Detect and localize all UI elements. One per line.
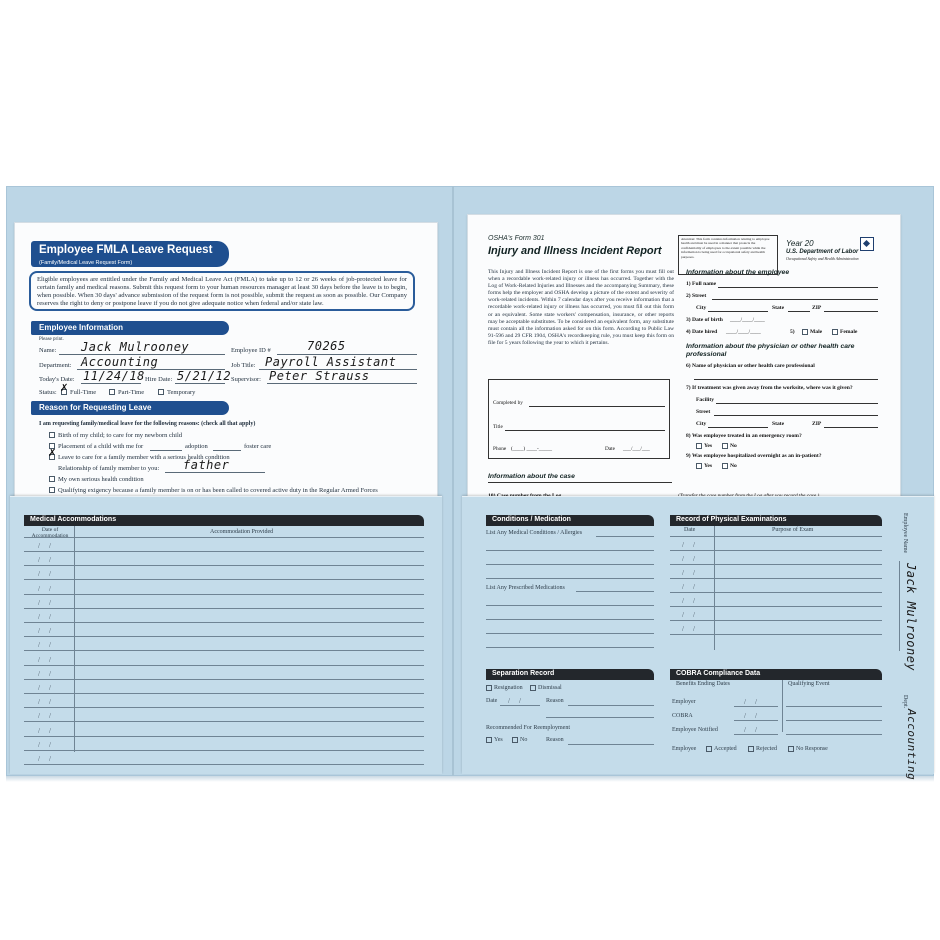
reason-own-checkbox[interactable]: [49, 476, 55, 482]
completed-by-line[interactable]: [529, 406, 665, 407]
exam-row-line[interactable]: [670, 536, 882, 537]
accommodation-date-slashes: //: [38, 570, 60, 579]
relationship-line: [165, 472, 265, 473]
reason-exigency-checkbox[interactable]: [49, 487, 55, 493]
osha-title: Injury and Illness Incident Report: [488, 245, 662, 257]
cobra-col-divider: [782, 680, 783, 732]
medications-line-1[interactable]: [576, 591, 654, 592]
accommodation-date-slashes: //: [38, 584, 60, 593]
accommodation-row-line[interactable]: [24, 750, 424, 751]
street2-line[interactable]: [714, 415, 878, 416]
q8-emergency-room: 8) Was employee treated in an emergency room?: [686, 433, 802, 439]
fmla-intro: Eligible employees are entitled under the Family and Medical Leave Act (FMLA) to take up to 12 or 26 weeks of job-protected leave for certain family and medical reasons. Submit this request form to your human resources manager at least 30 days before the leave is to begin, when possible. When 30 days' advance submission of the request form is not possible, submit the request as soon as possible. Our Company reserves the right to deny or postpone leave if you do not give adequate notice when federal and/or state law.: [29, 271, 415, 311]
reemploy-reason-line[interactable]: [568, 744, 654, 745]
q9-no-checkbox[interactable]: [722, 463, 728, 469]
separation-date-label: Date: [486, 698, 498, 704]
exam-row-line[interactable]: [670, 620, 882, 621]
accommodation-row-line[interactable]: [24, 551, 424, 552]
exam-row-line[interactable]: [670, 634, 882, 635]
cobra-cobra-label: COBRA: [672, 713, 693, 719]
part-time-label: Part-Time: [118, 389, 145, 396]
accommodation-date-slashes: //: [38, 726, 60, 735]
spine-dept-label: Dept.: [902, 695, 908, 709]
status-label: Status:: [39, 389, 57, 396]
foster-blank: [213, 450, 241, 451]
accommodation-date-slashes: //: [38, 655, 60, 664]
full-time-check-icon: ✗: [60, 383, 69, 394]
adoption-blank: [150, 450, 182, 451]
reemploy-yes-checkbox[interactable]: [486, 737, 492, 743]
accommodation-row-line[interactable]: [24, 679, 424, 680]
zip2-line[interactable]: [824, 427, 878, 428]
exam-date-slashes: //: [682, 555, 704, 563]
date-label: Date: [605, 446, 615, 452]
q7-treatment-location: 7) If treatment was given away from the worksite, where was it given?: [686, 385, 853, 391]
relationship-label: Relationship of family member to you:: [58, 465, 160, 472]
fmla-title-banner: [31, 241, 229, 267]
dismissal-checkbox[interactable]: [530, 685, 536, 691]
q9-yes-label: Yes: [704, 463, 713, 469]
conditions-allergies-label: List Any Medical Conditions / Allergies: [486, 530, 583, 536]
accommodation-row-line[interactable]: [24, 579, 424, 580]
reason-care-label: Leave to care for a family member with a serious health condition: [58, 454, 230, 461]
fmla-leave-request-form: [14, 222, 438, 504]
fmla-title: Employee FMLA Leave Request: [39, 244, 213, 256]
case-heading-rule: [488, 482, 672, 483]
case-heading: Information about the case: [488, 473, 575, 480]
accommodation-row-line[interactable]: [24, 721, 424, 722]
reason-exigency-label: Qualifying exigency because a family member is on or has been called to covered active duty in the Regular Armed Forces: [58, 487, 378, 494]
date-of-accommodation-header: Date of Accommodation: [31, 527, 69, 539]
separation-date-slashes: //: [508, 697, 530, 705]
please-print-note: Please print.: [39, 337, 64, 342]
osha-administration: Occupational Safety and Health Administration: [786, 257, 859, 261]
temporary-label: Temporary: [167, 389, 196, 396]
reason-heading: Reason for Requesting Leave: [31, 401, 229, 415]
accommodation-date-slashes: //: [38, 712, 60, 721]
exam-date-slashes: //: [682, 597, 704, 605]
q9-yes-checkbox[interactable]: [696, 463, 702, 469]
employee-notified-label: Employee Notified: [672, 727, 718, 733]
q9-no-label: No: [730, 463, 737, 469]
dol-logo-icon: [860, 237, 874, 251]
part-time-checkbox[interactable]: [109, 389, 115, 395]
resignation-checkbox[interactable]: [486, 685, 492, 691]
qualifying-event-header: Qualifying Event: [788, 681, 830, 687]
state-line[interactable]: [788, 311, 810, 312]
title-line[interactable]: [505, 430, 665, 431]
q4-date-hired: 4) Date hired: [686, 329, 718, 335]
city2-label: City: [696, 421, 707, 427]
q6-physician: 6) Name of physician or other health care professional: [686, 363, 815, 369]
reason-placement-label: Placement of a child with me for: [58, 443, 144, 450]
reason-care-check-icon: ✗: [48, 448, 57, 459]
completed-by-box: [488, 379, 670, 459]
accommodation-date-slashes: //: [38, 613, 60, 621]
separation-reason-line[interactable]: [568, 705, 654, 706]
dob-format: ____/____/____: [730, 317, 765, 323]
accommodation-row-line[interactable]: [24, 665, 424, 666]
accommodation-row-line[interactable]: [24, 650, 424, 651]
facility-label: Facility: [696, 397, 715, 403]
department-value[interactable]: Accounting: [81, 355, 159, 369]
folder-fold: [452, 186, 454, 776]
employee-heading: Information about the employee: [686, 269, 790, 276]
reemploy-no-label: No: [520, 737, 528, 743]
conditions-line-4[interactable]: [486, 578, 654, 579]
exam-row-line[interactable]: [670, 564, 882, 565]
exam-date-slashes: //: [682, 541, 704, 549]
name-value[interactable]: Jack Mulrooney: [81, 340, 190, 354]
accommodation-row-line[interactable]: [24, 636, 424, 637]
street-line[interactable]: [712, 299, 878, 300]
city-line[interactable]: [708, 311, 768, 312]
hire-date-label: Hire Date:: [145, 376, 173, 383]
job-title-label: Job Title:: [231, 362, 256, 369]
cobra-cobra-line[interactable]: [734, 720, 778, 721]
city-label: City: [696, 305, 707, 311]
accommodation-date-slashes: //: [38, 556, 60, 565]
phone-label: Phone: [493, 446, 507, 452]
phone-format: (____) ____-_____: [511, 446, 553, 452]
employee-info-heading: Employee Information: [31, 321, 229, 335]
exam-date-slashes: //: [682, 611, 704, 619]
no-response-label: No Response: [796, 746, 828, 752]
hire-date-value[interactable]: 5/21/12: [177, 369, 232, 383]
supervisor-label: Supervisor:: [231, 376, 261, 383]
reason-birth-label: Birth of my child; to care for my newborn child: [58, 432, 183, 439]
cobra-cobra-event-line[interactable]: [786, 720, 882, 721]
exam-date-slashes: //: [682, 569, 704, 577]
cobra-employer-label: Employer: [672, 699, 696, 705]
adoption-label: adoption: [185, 443, 208, 450]
q8-no-checkbox[interactable]: [722, 443, 728, 449]
facility-line[interactable]: [716, 403, 878, 404]
reason-own-label: My own serious health condition: [58, 476, 144, 483]
full-name-line[interactable]: [718, 287, 878, 288]
no-response-checkbox[interactable]: [788, 746, 794, 752]
zip2-label: ZIP: [812, 421, 822, 427]
q8-no-label: No: [730, 443, 737, 449]
q1-full-name: 1) Full name: [686, 281, 717, 287]
job-title-value[interactable]: Payroll Assistant: [265, 355, 397, 369]
prescribed-medications-label: List Any Prescribed Medications: [486, 585, 565, 591]
fmla-subtitle: (Family/Medical Leave Request Form): [39, 260, 133, 266]
supervisor-value[interactable]: Peter Strauss: [269, 369, 370, 383]
exam-date-slashes: //: [682, 625, 704, 633]
rejected-label: Rejected: [756, 746, 777, 752]
medications-line-5[interactable]: [486, 647, 654, 648]
accommodation-row-line[interactable]: [24, 736, 424, 737]
employee-notified-slashes: //: [744, 726, 766, 734]
osha-intro: This Injury and Illness Incident Report is one of the first forms you must fill out when a recordable work-related injury or illness has occurred. Together with the Log of Work-Related Injuries and Illnesses and the accompanying Summary, these forms help the employer and OSHA develop a picture of the extent and severity of work-related incidents. Within 7 calendar days after you receive information that a recordable work-related injury or illness has occurred, you must fill out this form or an equivalent. Some state workers' compensation, insurance, or other reports may be acceptable substitutes. To be considered an equivalent form, any substitute must contain all the information asked for on this form. According to Public Law 91-596 and 29 CFR 1904, OSHA's recordkeeping rule, you must keep this form on file for 5 years following the year to which it pertains.: [488, 269, 674, 346]
medications-line-2[interactable]: [486, 605, 654, 606]
folder-shadow: [6, 776, 934, 782]
osha-year-label: Year 20: [786, 239, 814, 248]
separation-reason-label: Reason: [546, 698, 564, 704]
hire-date-line: [175, 383, 225, 384]
accommodation-col-divider: [74, 526, 75, 752]
conditions-line-1[interactable]: [596, 536, 654, 537]
medical-accommodations-heading: Medical Accommodations: [24, 515, 424, 526]
cobra-cobra-slashes: //: [744, 712, 766, 720]
accommodation-provided-header: Accommodation Provided: [210, 529, 274, 535]
spine-employee-name-value[interactable]: Jack Mulrooney: [904, 563, 918, 672]
female-checkbox[interactable]: [832, 329, 838, 335]
accommodation-row-line[interactable]: [24, 594, 424, 595]
completed-by-label: Completed by: [493, 400, 523, 406]
dismissal-label: Dismissal: [538, 685, 562, 691]
accommodation-date-slashes: //: [38, 740, 60, 749]
employee-notified-event-line[interactable]: [786, 734, 882, 735]
todays-date-line: [81, 383, 141, 384]
q8-yes-label: Yes: [704, 443, 713, 449]
cobra-employer-event-line[interactable]: [786, 706, 882, 707]
date-hired-format: ____/____/____: [726, 329, 761, 335]
left-pocket: [10, 496, 442, 774]
exams-date-header: Date: [684, 527, 696, 533]
spine-name-line: [899, 561, 900, 651]
relationship-value[interactable]: father: [183, 458, 230, 472]
folder-tab-label: [894, 505, 928, 781]
supervisor-line: [267, 383, 417, 384]
physician-heading: Information about the physician or other health care professional: [686, 343, 855, 358]
exam-row-line[interactable]: [670, 592, 882, 593]
accommodation-date-slashes: //: [38, 542, 60, 550]
state-label: State: [772, 305, 785, 311]
zip-label: ZIP: [812, 305, 822, 311]
male-label: Male: [810, 329, 823, 335]
separation-record-heading: Separation Record: [486, 669, 654, 680]
cobra-employer-line[interactable]: [734, 706, 778, 707]
date-format: ___/___/___: [623, 446, 650, 452]
spine-employee-name-label: Employee Name: [902, 513, 908, 554]
temporary-checkbox[interactable]: [158, 389, 164, 395]
physician-line[interactable]: [694, 379, 878, 380]
cobra-employee-label: Employee: [672, 746, 697, 752]
osha-301-form: [467, 214, 901, 504]
accepted-checkbox[interactable]: [706, 746, 712, 752]
department-label: Department:: [39, 362, 72, 369]
reason-birth-checkbox[interactable]: [49, 432, 55, 438]
female-label: Female: [840, 329, 858, 335]
male-checkbox[interactable]: [802, 329, 808, 335]
separation-reason-line-2[interactable]: [546, 717, 654, 718]
exam-row-line[interactable]: [670, 606, 882, 607]
osha-department: U.S. Department of Labor: [786, 249, 859, 255]
accepted-label: Accepted: [714, 746, 737, 752]
zip-line[interactable]: [824, 311, 878, 312]
right-pocket: [462, 496, 934, 774]
employee-id-value[interactable]: 70265: [307, 339, 346, 353]
employee-notified-line[interactable]: [734, 734, 778, 735]
header-rule: [24, 537, 424, 538]
accommodation-date-slashes: //: [38, 641, 60, 650]
employee-id-label: Employee ID #: [231, 347, 271, 354]
reemploy-reason-label: Reason: [546, 737, 564, 743]
state2-label: State: [772, 421, 785, 427]
conditions-line-2[interactable]: [486, 550, 654, 551]
medications-line-3[interactable]: [486, 619, 654, 620]
medications-line-4[interactable]: [486, 633, 654, 634]
q5-sex: 5): [790, 329, 795, 335]
accommodation-row-line[interactable]: [24, 707, 424, 708]
todays-date-value[interactable]: 11/24/18: [83, 369, 145, 383]
exam-row-line[interactable]: [670, 578, 882, 579]
city2-line[interactable]: [708, 427, 768, 428]
accommodation-date-slashes: //: [38, 755, 60, 763]
q8-yes-checkbox[interactable]: [696, 443, 702, 449]
name-label: Name:: [39, 347, 57, 354]
accommodation-row-line[interactable]: [24, 565, 424, 566]
cobra-employer-slashes: //: [744, 698, 766, 706]
benefits-ending-header: Benefits Ending Dates: [676, 681, 730, 687]
accommodation-date-slashes: //: [38, 598, 60, 607]
exams-col-divider: [714, 526, 715, 650]
recommended-label: Recommended For Reemployment: [486, 725, 570, 731]
exam-row-line[interactable]: [670, 550, 882, 551]
accommodation-row-line[interactable]: [24, 693, 424, 694]
physical-exams-heading: Record of Physical Examinations: [670, 515, 882, 526]
cobra-heading: COBRA Compliance Data: [670, 669, 882, 680]
accommodation-row-line[interactable]: [24, 764, 424, 765]
accommodation-date-slashes: //: [38, 684, 60, 692]
accommodation-row-line[interactable]: [24, 622, 424, 623]
accommodation-date-slashes: //: [38, 669, 60, 678]
resignation-label: Resignation: [494, 685, 523, 691]
todays-date-label: Today's Date:: [39, 376, 75, 383]
full-time-label: Full-Time: [70, 389, 97, 396]
q2-street: 2) Street: [686, 293, 707, 299]
rejected-checkbox[interactable]: [748, 746, 754, 752]
foster-label: foster care: [244, 443, 272, 450]
accommodation-date-slashes: //: [38, 698, 60, 707]
reason-prompt: I am requesting family/medical leave for the following reasons: (check all that apply): [39, 421, 256, 427]
conditions-medication-heading: Conditions / Medication: [486, 515, 654, 526]
osha-attention-box: Attention: This form contains information relating to employee health and must be used in a manner that protects the confidentiality of employees to the extent possible while the information is being used for occupational safety and health purposes.: [678, 235, 778, 275]
spine-dept-value[interactable]: Accounting: [905, 709, 918, 781]
accommodation-row-line[interactable]: [24, 608, 424, 609]
q3-dob: 3) Date of birth: [686, 317, 723, 323]
q9-hospitalized: 9) Was employee hospitalized overnight as an in-patient?: [686, 453, 822, 459]
accommodation-date-slashes: //: [38, 627, 60, 636]
title-label: Title: [493, 424, 503, 430]
exams-purpose-header: Purpose of Exam: [772, 527, 814, 533]
osha-form-number: OSHA's Form 301: [488, 235, 545, 242]
conditions-line-3[interactable]: [486, 564, 654, 565]
reemploy-no-checkbox[interactable]: [512, 737, 518, 743]
reemploy-yes-label: Yes: [494, 737, 503, 743]
exam-date-slashes: //: [682, 583, 704, 591]
street-label: Street: [696, 409, 711, 415]
separation-date-line[interactable]: [500, 705, 540, 706]
